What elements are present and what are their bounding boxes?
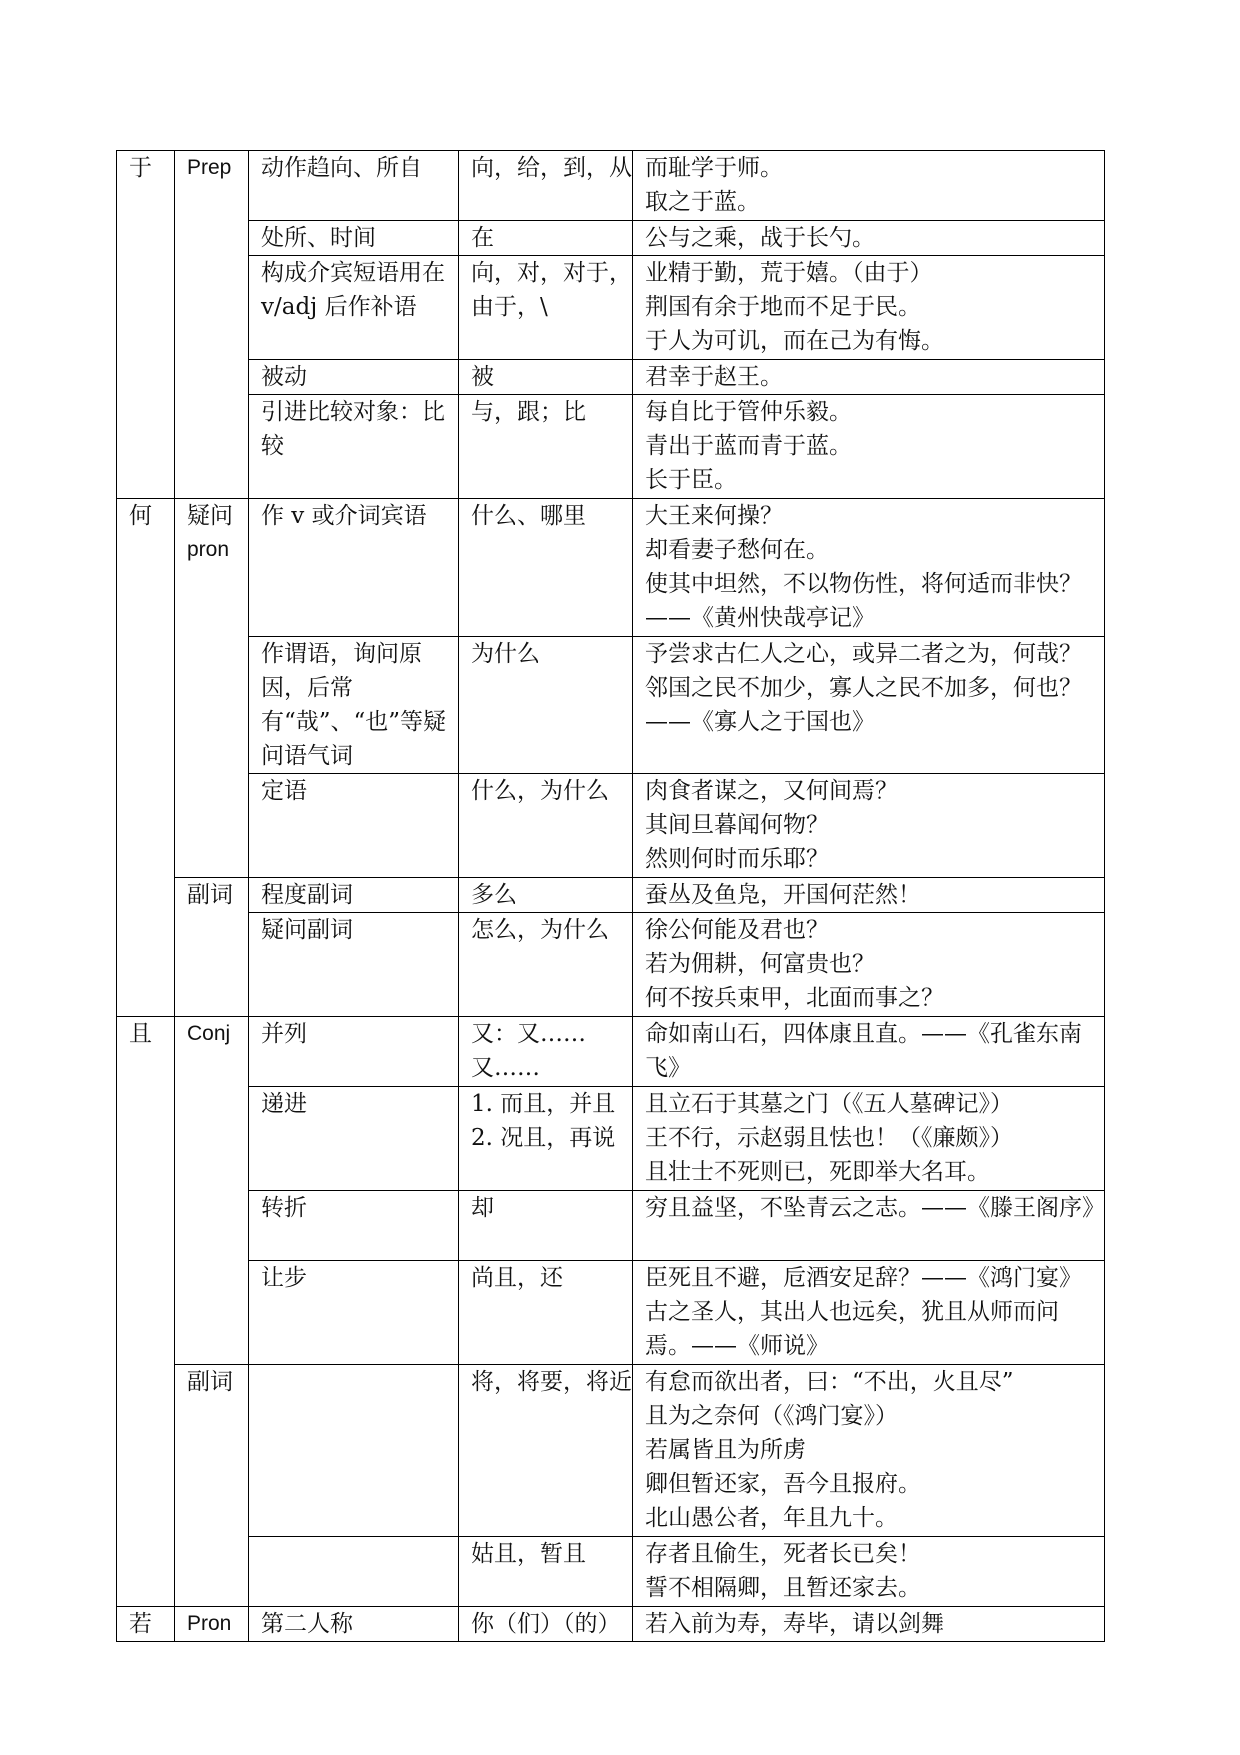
example-line: 业精于勤，荒于嬉。（由于） (645, 260, 933, 286)
example-line: 公与之乘，战于长勺。 (645, 225, 875, 251)
usage-cell: 程度副词 (249, 878, 459, 913)
examples-cell (633, 151, 1105, 221)
meaning-cell: 向，对，对于，由于，\ (459, 256, 633, 360)
usage-cell: 作 v 或介词宾语 (249, 499, 459, 637)
examples-cell (633, 913, 1105, 1017)
meaning-cell: 你（们）（的） (459, 1607, 633, 1642)
meaning-cell: 被 (459, 360, 633, 395)
meaning-cell: 却 (459, 1191, 633, 1261)
example-line: 使其中坦然，不以物伤性，将何适而非快？ (645, 571, 1082, 597)
table-row (117, 221, 1105, 256)
example-line: 臣死且不避，卮酒安足辞？——《鸿门宴》 (645, 1265, 1082, 1291)
example-line: 若为佣耕，何富贵也？ (645, 951, 875, 977)
part-of-speech-cell (175, 878, 249, 1017)
example-line: 于人为可讥，而在己为有悔。 (645, 328, 944, 354)
table-row (117, 913, 1105, 1017)
headword-cell: 且 (117, 1017, 175, 1607)
usage-cell: 定语 (249, 774, 459, 878)
examples-cell (633, 1191, 1105, 1261)
usage-cell: 构成介宾短语用在 v/adj 后作补语 (249, 256, 459, 360)
usage-cell: 动作趋向、所自 (249, 151, 459, 221)
example-line: 青出于蓝而青于蓝。 (645, 433, 852, 459)
meaning-cell: 在 (459, 221, 633, 256)
usage-cell (249, 1365, 459, 1537)
meaning-cell (459, 1087, 633, 1191)
examples-cell (633, 1365, 1105, 1537)
meaning-cell: 姑且，暂且 (459, 1537, 633, 1607)
meaning-cell: 尚且，还 (459, 1261, 633, 1365)
example-line: 蚕丛及鱼凫，开国何茫然！ (645, 882, 921, 908)
examples-cell (633, 774, 1105, 878)
meaning-cell: 为什么 (459, 637, 633, 774)
usage-cell: 引进比较对象：比较 (249, 395, 459, 499)
examples-cell (633, 637, 1105, 774)
usage-cell: 并列 (249, 1017, 459, 1087)
example-line: 何不按兵束甲，北面而事之？ (645, 985, 944, 1011)
example-line: 誓不相隔卿，且暂还家去。 (645, 1575, 921, 1601)
examples-cell (633, 1087, 1105, 1191)
usage-cell: 处所、时间 (249, 221, 459, 256)
examples-cell (633, 256, 1105, 360)
example-line: 每自比于管仲乐毅。 (645, 399, 852, 425)
example-line: 且立石于其墓之门（《五人墓碑记》） (645, 1091, 1013, 1117)
examples-cell (633, 221, 1105, 256)
examples-cell (633, 1017, 1105, 1087)
examples-cell (633, 1537, 1105, 1607)
meaning-cell: 什么，为什么 (459, 774, 633, 878)
table-row (117, 1537, 1105, 1607)
usage-cell: 让步 (249, 1261, 459, 1365)
pos-label: 疑问 (187, 503, 233, 529)
example-line: 徐公何能及君也？ (645, 917, 829, 943)
example-line: 其间旦暮闻何物？ (645, 812, 829, 838)
usage-cell: 被动 (249, 360, 459, 395)
usage-cell: 递进 (249, 1087, 459, 1191)
table-row (117, 395, 1105, 499)
example-line: 邻国之民不加少，寡人之民不加多，何也？ (645, 675, 1082, 701)
examples-cell (633, 360, 1105, 395)
examples-cell (633, 499, 1105, 637)
examples-cell (633, 1261, 1105, 1365)
table-row (117, 1087, 1105, 1191)
example-line: 卿但暂还家，吾今且报府。 (645, 1471, 921, 1497)
example-line: 且壮士不死则已，死即举大名耳。 (645, 1159, 990, 1185)
example-line: 肉食者谋之，又何间焉？ (645, 778, 898, 804)
part-of-speech-cell: Prep (175, 151, 249, 499)
example-line: 长于臣。 (645, 467, 737, 493)
pos-label: 副词 (187, 882, 233, 908)
table-row (117, 1607, 1105, 1642)
table-row (117, 499, 1105, 637)
meaning-cell: 怎么，为什么 (459, 913, 633, 1017)
example-line: 王不行，示赵弱且怯也！（《廉颇》） (645, 1125, 1013, 1151)
pos-label: pron (187, 538, 230, 561)
examples-cell (633, 1607, 1105, 1642)
example-line: 却看妻子愁何在。 (645, 537, 829, 563)
table-row (117, 774, 1105, 878)
part-of-speech-cell: Pron (175, 1607, 249, 1642)
headword-cell: 于 (117, 151, 175, 499)
usage-cell: 疑问副词 (249, 913, 459, 1017)
table-row (117, 1261, 1105, 1365)
table-row (117, 1191, 1105, 1261)
example-line: 取之于蓝。 (645, 189, 760, 215)
example-line: 若属皆且为所虏 (645, 1437, 806, 1463)
part-of-speech-cell (175, 1365, 249, 1607)
table-row (117, 360, 1105, 395)
example-line: 若入前为寿，寿毕，请以剑舞 (645, 1611, 944, 1637)
table-row (117, 1365, 1105, 1537)
usage-cell: 第二人称 (249, 1607, 459, 1642)
part-of-speech-cell (175, 499, 249, 878)
part-of-speech-cell: Conj (175, 1017, 249, 1365)
usage-cell: 转折 (249, 1191, 459, 1261)
vocabulary-table (116, 150, 1105, 1642)
usage-cell: 作谓语，询问原因，后常有“哉”、“也”等疑问语气词 (249, 637, 459, 774)
table-row (117, 256, 1105, 360)
example-line: 北山愚公者，年且九十。 (645, 1505, 898, 1531)
example-line: 大王来何操？ (645, 503, 783, 529)
example-line: 古之圣人，其出人也远矣，犹且从师而问焉。——《师说》 (645, 1299, 1059, 1359)
example-line: ——《寡人之于国也》 (645, 709, 875, 735)
usage-cell (249, 1537, 459, 1607)
table-row (117, 151, 1105, 221)
meaning-cell: 将，将要，将近 (459, 1365, 633, 1537)
example-line: 存者且偷生，死者长已矣！ (645, 1541, 921, 1567)
meaning-cell: 向，给，到，从 (459, 151, 633, 221)
headword-cell: 何 (117, 499, 175, 1017)
example-line: 然则何时而乐耶？ (645, 846, 829, 872)
example-line: 命如南山石，四体康且直。——《孔雀东南飞》 (645, 1021, 1082, 1081)
meaning-cell: 什么、哪里 (459, 499, 633, 637)
table-row (117, 1017, 1105, 1087)
headword-cell: 若 (117, 1607, 175, 1642)
example-line: 君幸于赵王。 (645, 364, 783, 390)
examples-cell (633, 878, 1105, 913)
meaning-cell: 又：又……又…… (459, 1017, 633, 1087)
table-row (117, 637, 1105, 774)
table-row (117, 878, 1105, 913)
example-line: 荆国有余于地而不足于民。 (645, 294, 921, 320)
example-line: 予尝求古仁人之心，或异二者之为，何哉？ (645, 641, 1082, 667)
example-line: 而耻学于师。 (645, 155, 783, 181)
example-line: ——《黄州快哉亭记》 (645, 605, 875, 631)
meaning-list-item: 1. 而且，并且 (471, 1091, 616, 1117)
meaning-cell: 与，跟；比 (459, 395, 633, 499)
example-line: 有怠而欲出者，曰：“不出，火且尽” (645, 1369, 1014, 1395)
meaning-cell: 多么 (459, 878, 633, 913)
pos-label: 副词 (187, 1369, 233, 1395)
example-line: 穷且益坚，不坠青云之志。——《滕王阁序》 (645, 1195, 1105, 1221)
examples-cell (633, 395, 1105, 499)
example-line: 且为之奈何（《鸿门宴》） (645, 1403, 898, 1429)
meaning-list-item: 2. 况且，再说 (471, 1125, 616, 1151)
